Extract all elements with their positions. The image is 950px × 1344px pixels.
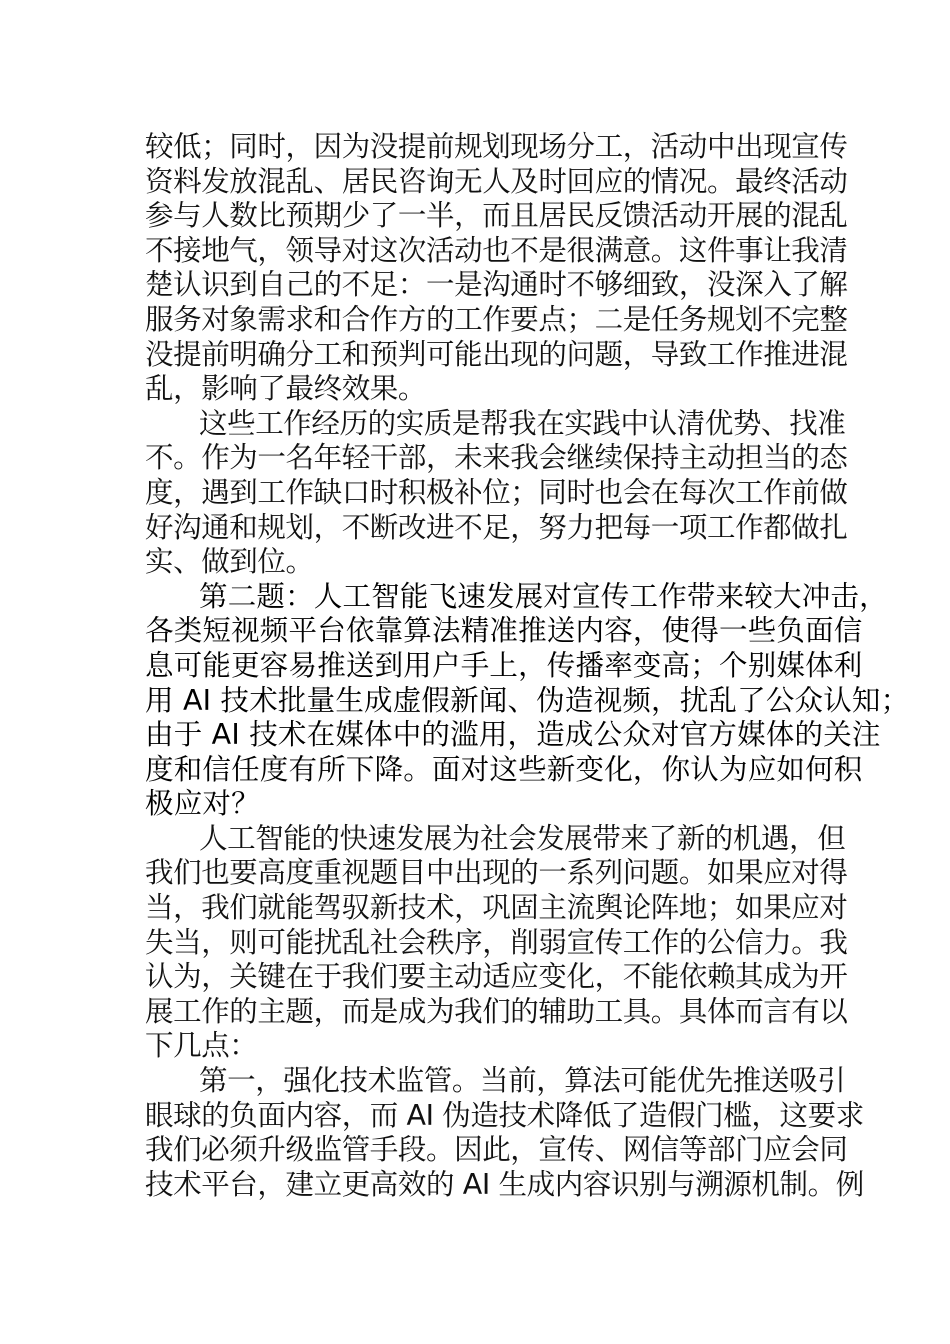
text-line: 认为，关键在于我们要主动适应变化，不能依赖其成为开 — [145, 960, 848, 994]
text-line: 第一，强化技术监管。当前，算法可能优先推送吸引 — [199, 1064, 846, 1098]
text-line: 用 AI 技术批量生成虚假新闻、伪造视频，扰乱了公众认知； — [145, 683, 910, 717]
text-line: 资料发放混乱、居民咨询无人及时回应的情况。最终活动 — [145, 164, 848, 198]
text-line: 这些工作经历的实质是帮我在实践中认清优势、找准 — [199, 406, 846, 440]
text-line: 由于 AI 技术在媒体中的滥用，造成公众对官方媒体的关注 — [145, 718, 881, 752]
text-line: 服务对象需求和合作方的工作要点；二是任务规划不完整 — [145, 302, 848, 336]
paragraph-answer-intro — [145, 821, 848, 1064]
text-line: 楚认识到自己的不足：一是沟通时不够细致，没深入了解 — [145, 268, 848, 302]
text-line: 不。作为一名年轻干部，未来我会继续保持主动担当的态 — [145, 441, 848, 475]
text-line: 失当，则可能扰乱社会秩序，削弱宣传工作的公信力。我 — [145, 925, 848, 959]
text-line: 人工智能的快速发展为社会发展带来了新的机遇，但 — [199, 821, 846, 855]
question-two-prompt — [145, 579, 910, 822]
text-line: 我们必须升级监管手段。因此，宣传、网信等部门应会同 — [145, 1133, 848, 1167]
text-line: 好沟通和规划，不断改进不足，努力把每一项工作都做扎 — [145, 510, 848, 544]
text-line: 没提前明确分工和预判可能出现的问题，导致工作推进混 — [145, 337, 848, 371]
text-line: 各类短视频平台依靠算法精准推送内容，使得一些负面信 — [145, 614, 863, 648]
text-line: 度，遇到工作缺口时积极补位；同时也会在每次工作前做 — [145, 475, 848, 509]
paragraph-point-one — [145, 1064, 864, 1202]
text-line: 不接地气，领导对这次活动也不是很满意。这件事让我清 — [145, 233, 848, 267]
text-line: 展工作的主题，而是成为我们的辅助工具。具体而言有以 — [145, 994, 848, 1028]
text-line: 参与人数比预期少了一半，而且居民反馈活动开展的混乱 — [145, 199, 848, 233]
document-page — [145, 130, 910, 1202]
text-line: 第二题：人工智能飞速发展对宣传工作带来较大冲击， — [199, 579, 888, 613]
text-line: 技术平台，建立更高效的 AI 生成内容识别与溯源机制。例 — [145, 1167, 864, 1201]
text-line: 实、做到位。 — [145, 545, 314, 579]
text-line: 息可能更容易推送到用户手上，传播率变高；个别媒体利 — [145, 648, 863, 682]
text-line: 极应对？ — [145, 787, 260, 821]
paragraph-summary — [145, 406, 848, 580]
text-line: 我们也要高度重视题目中出现的一系列问题。如果应对得 — [145, 856, 848, 890]
text-line: 下几点： — [145, 1029, 258, 1063]
text-line: 乱，影响了最终效果。 — [145, 372, 427, 406]
text-line: 当，我们就能驾驭新技术，巩固主流舆论阵地；如果应对 — [145, 891, 848, 925]
text-line: 度和信任度有所下降。面对这些新变化，你认为应如何积 — [145, 752, 863, 786]
paragraph-experience-reflection — [145, 130, 848, 407]
text-line: 较低；同时，因为没提前规划现场分工，活动中出现宣传 — [145, 130, 848, 163]
text-line: 眼球的负面内容，而 AI 伪造技术降低了造假门槛，这要求 — [145, 1098, 864, 1132]
